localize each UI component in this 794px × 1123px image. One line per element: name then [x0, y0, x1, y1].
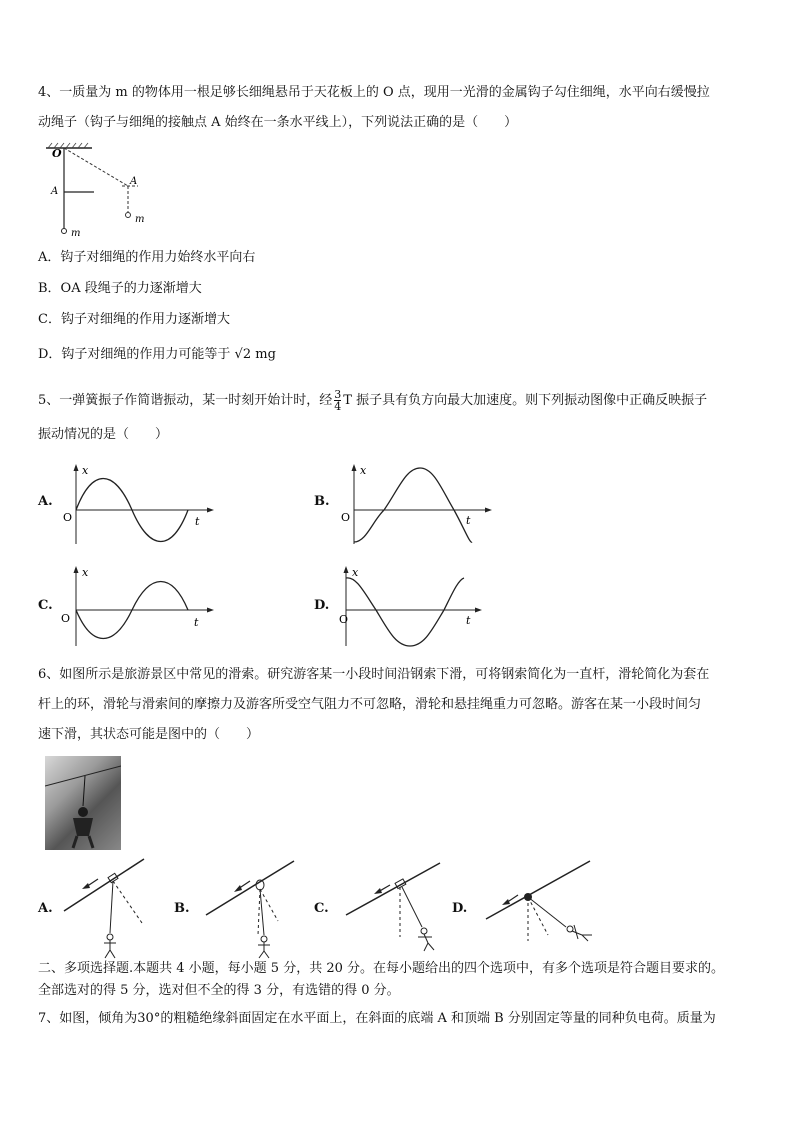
q5-graph-a-xlabel: t — [195, 515, 200, 528]
q4-fig-label-O: O — [52, 147, 62, 160]
q4-option-a: A．钩子对细绳的作用力始终水平向右 — [38, 250, 256, 265]
q5-graph-b — [336, 462, 496, 547]
q6-option-d-diagram — [484, 855, 604, 955]
q5-graph-d-xlabel: t — [466, 614, 471, 627]
q5-graph-c — [58, 564, 218, 649]
q4-fig-label-A2: A — [130, 176, 138, 187]
q5-graph-c-xlabel: t — [194, 616, 199, 629]
q6-option-b-diagram — [204, 855, 299, 960]
section2-heading-line1: 二、多项选择题.本题共 4 小题，每小题 5 分，共 20 分。在每小题给出的四个选项中，有多个选项是符合题目要求的。 — [38, 961, 725, 976]
q4-figure — [38, 140, 168, 240]
q5-graph-a — [58, 462, 218, 547]
q5-graph-b-xlabel: t — [466, 514, 471, 527]
q5-graph-c-origin: O — [61, 612, 71, 625]
q5-stem-post: T 振子具有负方向最大加速度。则下列振动图像中正确反映振子 — [343, 393, 708, 408]
q7-stem-line1: 7、如图，倾角为30°的粗糙绝缘斜面固定在水平面上，在斜面的底端 A 和顶端 B 分别固定等量的同种负电荷。质量为 — [38, 1011, 716, 1026]
q5-fraction — [334, 389, 341, 412]
q6-option-a-label: A. — [38, 901, 53, 916]
q5-graph-a-label: A. — [38, 494, 53, 509]
q5-graph-c-ylabel: x — [82, 566, 89, 579]
q5-fraction-den: 4 — [334, 400, 342, 413]
q5-graph-d — [326, 564, 486, 649]
q5-graph-d-origin: O — [339, 613, 349, 626]
q4-stem-line1: 4、一质量为 m 的物体用一根足够长细绳悬吊于天花板上的 O 点，现用一光滑的金属钩子勾住细绳，水平向右缓慢拉 — [38, 85, 710, 100]
q6-option-c-label: C. — [314, 901, 329, 916]
q6-option-a-diagram — [62, 855, 152, 960]
q4-fig-label-m2: m — [135, 214, 145, 225]
q5-stem-line1 — [38, 389, 707, 412]
q5-graph-a-origin: O — [63, 511, 73, 524]
q5-fraction-num: 3 — [334, 388, 342, 401]
q5-graph-c-label: C. — [38, 598, 53, 613]
q4-fig-label-A1: A — [51, 186, 59, 197]
q5-graph-b-origin: O — [341, 511, 351, 524]
q5-stem-pre: 5、一弹簧振子作简谐振动，某一时刻开始计时，经 — [38, 393, 333, 408]
q6-stem-line1: 6、如图所示是旅游景区中常见的滑索。研究游客某一小段时间沿钢索下滑，可将钢索简化为一直杆，滑轮简化为套在 — [38, 667, 710, 682]
q5-graph-d-label: D. — [314, 598, 330, 613]
q5-stem-line2: 振动情况的是（ ） — [38, 427, 169, 442]
q4-option-b: B．OA 段绳子的力逐渐增大 — [38, 281, 202, 296]
q6-stem-line3: 速下滑，其状态可能是图中的（ ） — [38, 727, 260, 742]
q6-option-c-diagram — [344, 855, 444, 955]
q4-option-c: C．钩子对细绳的作用力逐渐增大 — [38, 312, 230, 327]
q5-graph-a-ylabel: x — [82, 464, 89, 477]
q6-option-d-label: D. — [452, 901, 468, 916]
q4-stem-line2: 动绳子（钩子与细绳的接触点 A 始终在一条水平线上），下列说法正确的是（ ） — [38, 115, 518, 130]
zipline-photo — [45, 756, 121, 850]
q4-option-d: D．钩子对细绳的作用力可能等于 √2 mg — [38, 347, 276, 362]
section2-heading-line2: 全部选对的得 5 分，选对但不全的得 3 分，有选错的得 0 分。 — [38, 983, 400, 998]
q5-graph-d-ylabel: x — [352, 566, 359, 579]
q4-fig-label-m1: m — [71, 228, 81, 239]
q6-stem-line2: 杆上的环，滑轮与滑索间的摩擦力及游客所受空气阻力不可忽略，滑轮和悬挂绳重力可忽略。游客在某一小段时间匀 — [38, 697, 702, 712]
q5-graph-b-label: B. — [314, 494, 330, 509]
q5-graph-b-ylabel: x — [360, 464, 367, 477]
q6-option-b-label: B. — [174, 901, 190, 916]
